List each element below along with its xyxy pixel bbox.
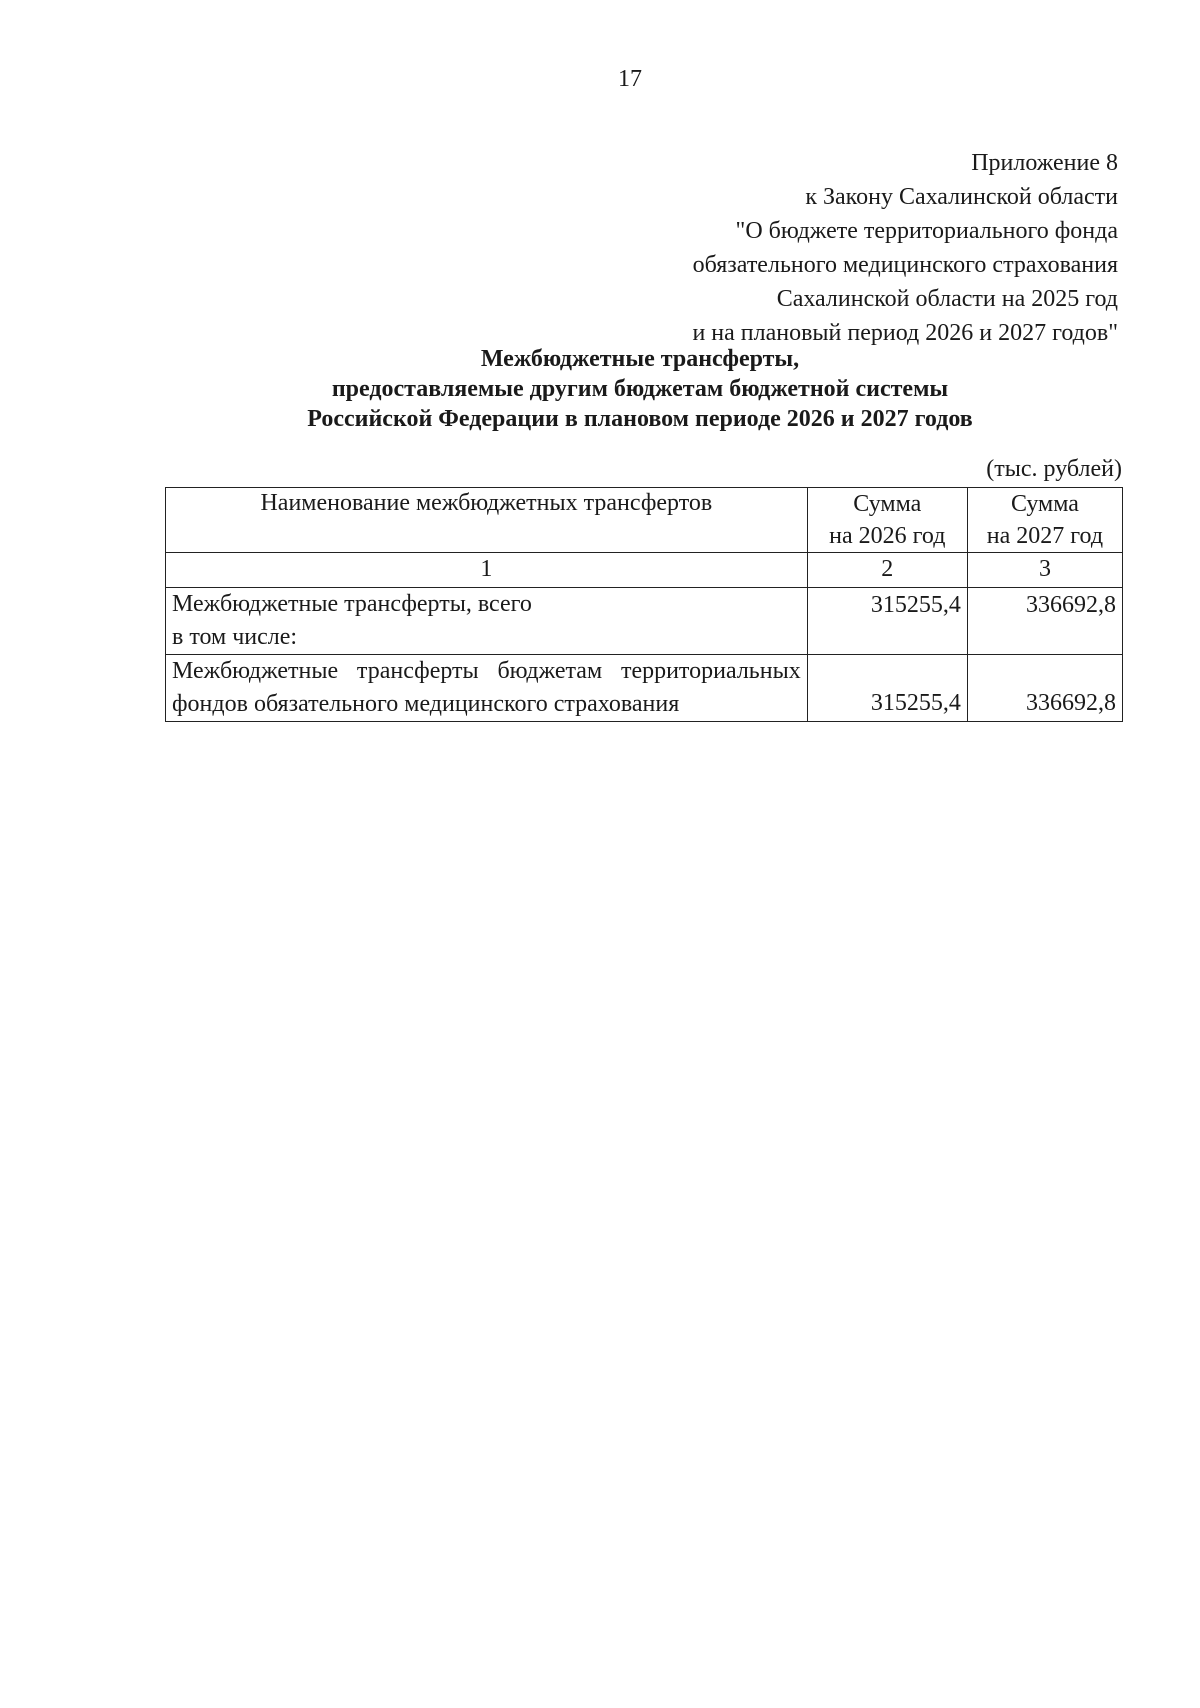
- header-2027: [967, 488, 1122, 553]
- header-2026-line1: Сумма: [853, 491, 922, 517]
- transfers-table: [165, 487, 1123, 722]
- header-2026: [807, 488, 967, 553]
- header-2027-line2: на 2027 год: [986, 523, 1104, 549]
- appendix-reference: [692, 146, 1118, 350]
- header-2026-line2: на 2026 год: [829, 523, 946, 549]
- row-name: [166, 588, 808, 655]
- appendix-line: обязательного медицинского страхования: [692, 252, 1118, 278]
- table-header-row: [166, 488, 1123, 553]
- title-line: предоставляемые другим бюджетам бюджетной системы: [331, 376, 949, 402]
- title-line: Межбюджетные трансферты,: [480, 346, 800, 372]
- document-title: [150, 344, 1130, 434]
- row-name-line: Межбюджетные трансферты бюджетам территориальных: [172, 658, 801, 684]
- row-name-line: Межбюджетные трансферты, всего: [172, 591, 532, 617]
- index-cell: 3: [967, 553, 1122, 588]
- appendix-line: "О бюджете территориального фонда: [735, 218, 1118, 244]
- appendix-line: Приложение 8: [971, 150, 1118, 176]
- value-2027: 336692,8: [967, 588, 1122, 655]
- appendix-line: Сахалинской области на 2025 год: [776, 286, 1118, 312]
- row-name-line: фондов обязательного медицинского страхования: [172, 691, 680, 717]
- appendix-line: к Закону Сахалинской области: [805, 184, 1118, 210]
- index-cell: 2: [807, 553, 967, 588]
- table-index-row: [166, 553, 1123, 588]
- header-name: Наименование межбюджетных трансфертов: [166, 488, 808, 553]
- index-cell: 1: [166, 553, 808, 588]
- value-2026: 315255,4: [807, 588, 967, 655]
- units-label: (тыс. рублей): [986, 456, 1122, 482]
- title-line: Российской Федерации в плановом периоде 2026 и 2027 годов: [307, 406, 973, 432]
- page-number: 17: [618, 66, 642, 92]
- table-row: [166, 655, 1123, 722]
- value-2027: 336692,8: [967, 655, 1122, 722]
- table-row: [166, 588, 1123, 655]
- value-2026: 315255,4: [807, 655, 967, 722]
- header-2027-line1: Сумма: [1010, 491, 1079, 517]
- row-name: [166, 655, 808, 722]
- row-name-line: в том числе:: [172, 624, 298, 650]
- appendix-line: и на плановый период 2026 и 2027 годов": [692, 320, 1118, 346]
